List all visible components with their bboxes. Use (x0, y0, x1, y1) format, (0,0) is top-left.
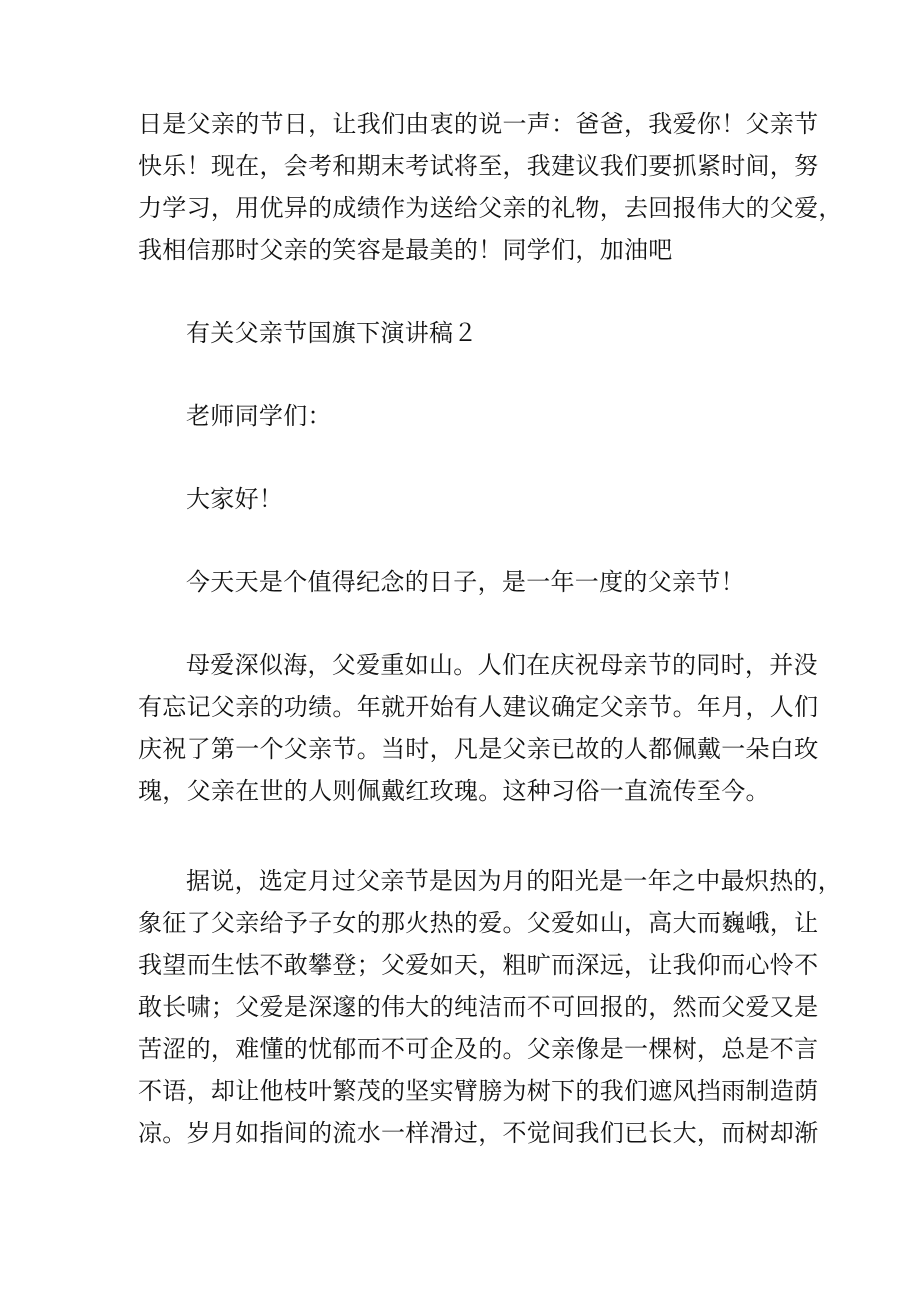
paragraph-fatherly-love (138, 860, 843, 1154)
heading-text: 有关父亲节国旗下演讲稿２ (186, 319, 478, 347)
document-body (138, 103, 843, 1154)
text-line: 我相信那时父亲的笑容是最美的！同学们，加油吧 (138, 236, 673, 264)
text-line: 不语，却让他枝叶繁茂的坚实臂膀为树下的我们遮风挡雨制造荫 (138, 1077, 819, 1105)
paragraph-history (138, 644, 819, 812)
text-line: 今天天是个值得纪念的日子，是一年一度的父亲节！ (186, 568, 745, 596)
salutation (138, 395, 786, 437)
text-line: 苦涩的，难懂的忧郁而不可企及的。父亲像是一棵树，总是不言 (138, 1035, 819, 1063)
text-line: 象征了父亲给予子女的那火热的爱。父爱如山，高大而巍峨，让 (138, 909, 819, 937)
text-line: 母爱深似海，父爱重如山。人们在庆祝母亲节的同时，并没 (186, 651, 818, 679)
paragraph-continuation (138, 103, 843, 271)
section-heading (138, 312, 786, 354)
greeting-text: 大家好！ (186, 485, 284, 513)
salutation-text: 老师同学们： (186, 402, 332, 430)
text-line: 我望而生怯不敢攀登；父爱如天，粗旷而深远，让我仰而心怜不 (138, 951, 819, 979)
text-line: 敢长啸；父爱是深邃的伟大的纯洁而不可回报的，然而父爱又是 (138, 993, 819, 1021)
paragraph-intro (138, 561, 786, 603)
text-line: 据说，选定月过父亲节是因为月的阳光是一年之中最炽热的， (186, 867, 843, 895)
text-line: 庆祝了第一个父亲节。当时，凡是父亲已故的人都佩戴一朵白玫 (138, 735, 819, 763)
text-line: 凉。岁月如指间的流水一样滑过，不觉间我们已长大，而树却渐 (138, 1119, 819, 1147)
text-line: 有忘记父亲的功绩。年就开始有人建议确定父亲节。年月，人们 (138, 693, 819, 721)
greeting (138, 478, 786, 520)
text-line: 快乐！现在，会考和期末考试将至，我建议我们要抓紧时间，努 (138, 152, 819, 180)
text-line: 力学习，用优异的成绩作为送给父亲的礼物，去回报伟大的父爱， (138, 194, 843, 222)
text-line: 瑰，父亲在世的人则佩戴红玫瑰。这种习俗一直流传至今。 (138, 777, 770, 805)
text-line: 日是父亲的节日，让我们由衷的说一声：爸爸，我爱你！父亲节 (138, 110, 819, 138)
